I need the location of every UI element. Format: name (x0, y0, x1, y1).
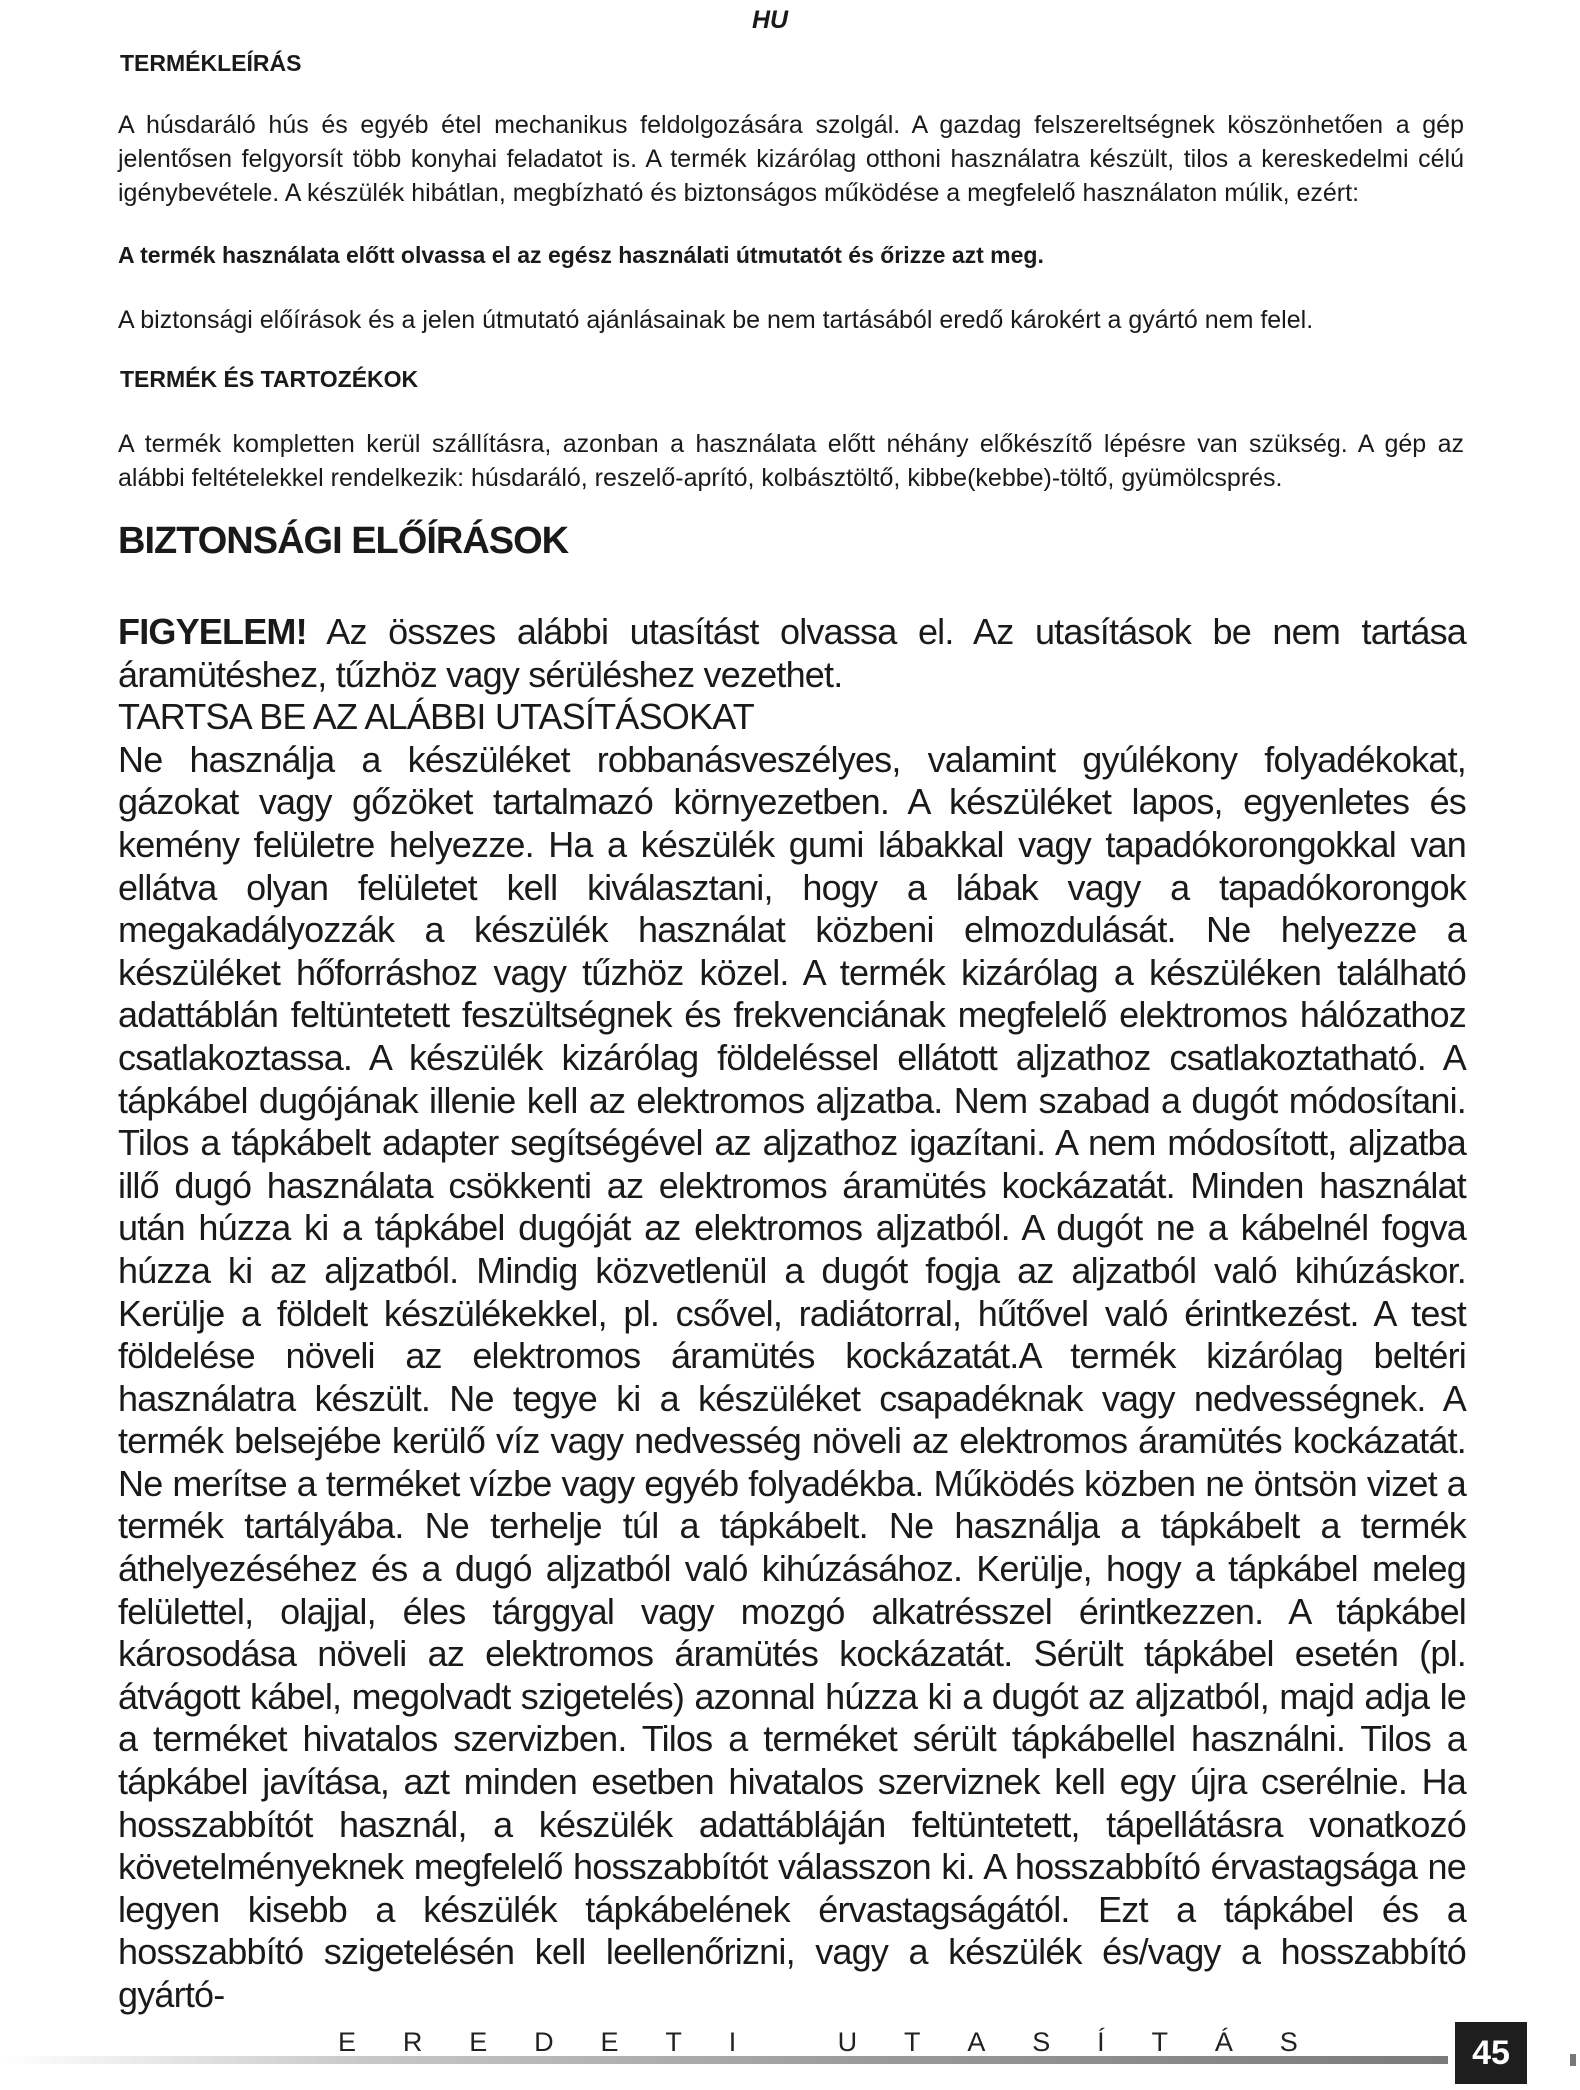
warning-text: Az összes alábbi utasítást olvassa el. Az utasítások be nem tartása áramütéshez, tűzhöz vagy sérüléshez vezethet. (118, 611, 1466, 695)
keep-instructions: TARTSA BE AZ ALÁBBI UTASÍTÁSOKAT (118, 696, 754, 738)
footer-letter: T (903, 2027, 921, 2057)
safety-heading: BIZTONSÁGI ELŐÍRÁSOK (118, 520, 569, 562)
footer-letter: I (728, 2027, 737, 2057)
safety-body: Ne használja a készüléket robbanásveszélyes, valamint gyúlékony folyadékokat, gázokat vagy gőzöket tartalmazó környezetben. A készüléket lapos, egyenletes és kemény felületre helyezze. Ha a készülék gumi lábakkal vagy tapadókorongokkal van ellátva olyan felületet kell kiválasztani, hogy a lábak vagy a tapadókorongok megakadályozzák a készülék használat közbeni elmozdulását. Ne helyezze a készüléket hőforráshoz vagy tűzhöz közel. A termék kizárólag a készüléken található adattáblán feltüntetett feszültségnek és frekvenciának megfelelő elektromos hálózathoz csatlakoztassa. A készülék kizárólag földeléssel ellátott aljzathoz csatlakoztatható. A tápkábel dugójának illenie kell az elektromos aljzatba. Nem szabad a dugót módosítani. Tilos a tápkábelt adapter segítségével az aljzathoz igazítani. A nem módosított, aljzatba illő dugó használata csökkenti az elektromos áramütés kockázatát. Minden használat után húzza ki a tápkábel dugóját az elektromos aljzatból. A dugót ne a kábelnél fogva húzza ki az aljzatból. Mindig közvetlenül a dugót fogja az aljzatból való kihúzáskor. Kerülje a földelt készülékekkel, pl. csővel, radiátorral, hűtővel való érintkezést. A test földelése növeli az elektromos áramütés kockázatát.A termék kizárólag beltéri használatra készült. Ne tegye ki a készüléket csapadéknak vagy nedvességnek. A termék belsejébe kerülő víz vagy nedvesség növeli az elektromos áramütés kockázatát. Ne merítse a terméket vízbe vagy egyéb folyadékba. Működés közben ne öntsön vizet a termék tartályába. Ne terhelje túl a tápkábelt. Ne használja a tápkábelt a termék áthelyezéséhez és a dugó aljzatból való kihúzásához. Kerülje, hogy a tápkábel meleg felülettel, olajjal, éles tárggyal vagy mozgó alkatrésszel érintkezzen. A tápkábel károsodása növeli az elektromos áramütés kockázatát. Sérült tápkábel esetén (pl. átvágott kábel, megolvadt szigetelés) azonnal húzza ki a dugót az aljzatból, majd adja le a terméket hivatalos szervizben. Tilos a terméket sérült tápkábellel használni. Tilos a tápkábel javítása, azt minden esetben hivatalos szerviznek kell egy újra cserélnie. Ha hosszabbítót használ, a készülék adattábláján feltüntetett, tápellátásra vonatkozó követelményeknek megfelelő hosszabbítót válasszon ki. A hosszabbító érvastagsága ne legyen kisebb a készülék tápkábelének érvastagságától. Ezt a tápkábel és a hosszabbító szigetelésén kell leellenőrizni, vagy a készülék és/vagy a hosszabbító gyártó- (118, 738, 1466, 2015)
footer-letter: T (665, 2027, 682, 2057)
footer-letter: S (1032, 2027, 1051, 2057)
footer-letter: Í (1097, 2027, 1105, 2057)
footer-letter: E (469, 2027, 488, 2057)
footer-letter: S (1279, 2027, 1298, 2057)
footer-letter: E (338, 2027, 357, 2057)
product-description-paragraph: A húsdaráló hús és egyéb étel mechanikus feldolgozására szolgál. A gazdag felszereltségnek köszönhetően a gép jelentősen felgyorsít több konyhai feladatot is. A termék kizárólag otthoni használatra készült, tilos a kereskedelmi célú igénybevétele. A készülék hibátlan, megbízható és biztonságos működése a megfelelő használaton múlik, ezért: (118, 111, 1464, 207)
footer-letter: D (534, 2027, 554, 2057)
footer-letter (783, 2027, 791, 2058)
page-number: 45 (1455, 2022, 1527, 2084)
product-accessories-paragraph: A termék kompletten kerül szállításra, azonban a használata előtt néhány előkészítő lépésre van szükség. A gép az alábbi feltételekkel rendelkezik: húsdaráló, reszelő-aprító, kolbásztöltő, kibbe(kebbe)-töltő, gyümölcsprés. (118, 430, 1464, 492)
liability-notice: A biztonsági előírások és a jelen útmutató ajánlásainak be nem tartásából eredő károkért a gyártó nem felel. (118, 306, 1314, 334)
product-description-heading: TERMÉKLEÍRÁS (120, 50, 302, 76)
footer-letter: E (600, 2027, 619, 2057)
read-notice: A termék használata előtt olvassa el az egész használati útmutatót és őrizze azt meg. (118, 242, 1044, 268)
warning-label: FIGYELEM! (118, 611, 307, 652)
footer-letter: A (967, 2027, 986, 2057)
footer-letter: T (1151, 2027, 1168, 2057)
product-accessories-heading: TERMÉK ÉS TARTOZÉKOK (120, 366, 419, 392)
footer-letter: Á (1214, 2027, 1233, 2057)
edge-mark (1570, 2054, 1576, 2066)
safety-text (118, 611, 1466, 2017)
warning-paragraph (118, 611, 1466, 696)
footer-letter: R (402, 2027, 423, 2057)
footer-original-instructions (338, 2027, 1298, 2058)
footer-letter: U (837, 2027, 858, 2057)
language-code: HU (752, 6, 789, 34)
